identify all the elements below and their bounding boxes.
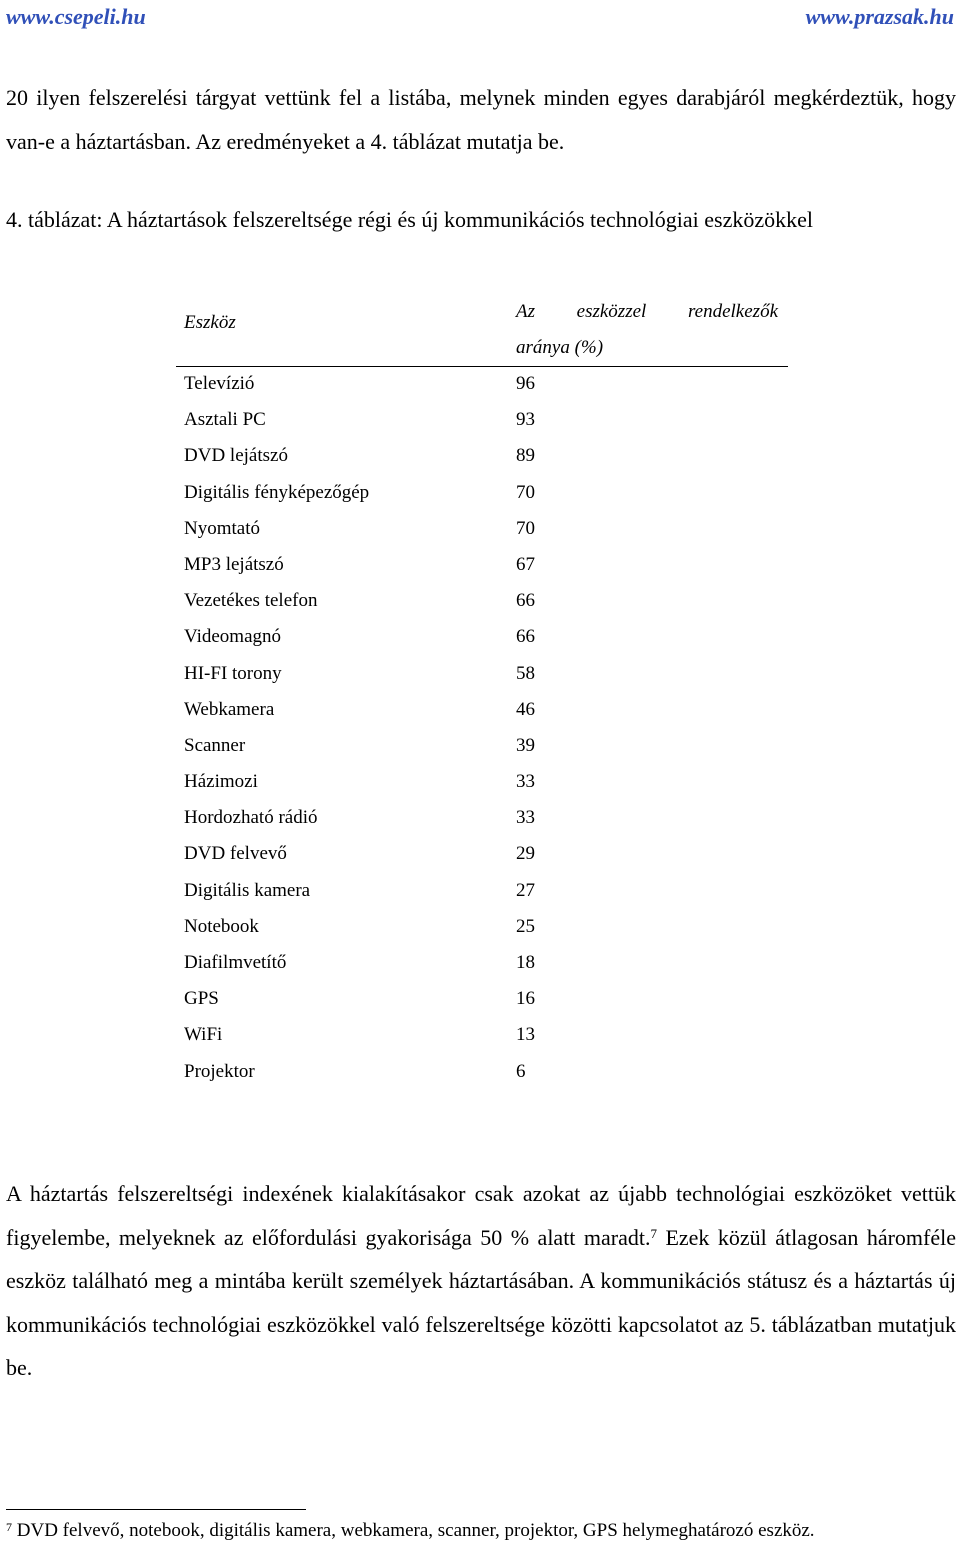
device-name: Projektor [184,1060,255,1082]
device-name: Televízió [184,373,255,394]
table-row [176,403,788,439]
device-share-value: 29 [516,843,535,865]
device-share-value: 46 [516,698,535,720]
device-share-value: 6 [516,1060,526,1082]
site-link-csepeli[interactable]: www.csepeli.hu [6,4,146,29]
device-name: Nyomtató [184,517,260,539]
device-share-value: 67 [516,553,535,575]
device-name: Digitális kamera [184,879,311,901]
table-row [176,367,788,403]
device-share-value: 33 [516,807,535,829]
device-name: Hordozható rádió [184,807,318,829]
table-row [176,693,788,729]
analysis-paragraph [6,1172,956,1390]
footnote-text: DVD felvevő, notebook, digitális kamera, webkamera, scanner, projektor, GPS helymeghatározó eszköz. [12,1520,815,1541]
device-name: Webkamera [184,698,275,720]
device-name: Asztali PC [184,409,266,431]
device-share-value: 16 [516,988,535,1010]
table-row [176,439,788,475]
table-row [176,512,788,548]
table-row [176,982,788,1018]
table-row [176,620,788,656]
table-row [176,729,788,765]
footnote [6,1520,815,1542]
equipment-table [176,288,788,1091]
column-header-word: eszközzel [576,301,647,322]
table-row [176,837,788,873]
device-share-value: 25 [516,915,535,937]
device-name: Diafilmvetítő [184,952,287,973]
table-row [176,584,788,620]
device-share-value: 96 [516,373,535,394]
device-share-value: 70 [516,481,535,503]
column-header-share-line1 [516,294,778,330]
column-header-word: rendelkezők [687,301,778,322]
table-header [176,288,788,367]
device-share-value: 89 [516,445,535,467]
table-caption: 4. táblázat: A háztartások felszereltsége régi és új kommunikációs technológiai eszközökkel [6,207,813,232]
table-row [176,765,788,801]
intro-text: 20 ilyen felszerelési tárgyat vettünk fel a listába, melynek minden egyes darabjáról megkérdeztük, hogy van-e a háztartásban. Az eredményeket a 4. táblázat mutatja be. [6,85,956,154]
device-name: WiFi [184,1024,223,1046]
device-share-value: 27 [516,879,535,901]
site-link-prazsak[interactable]: www.prazsak.hu [805,4,954,29]
device-share-value: 13 [516,1024,535,1046]
device-share-value: 33 [516,771,535,793]
device-name: MP3 lejátszó [184,553,284,575]
device-share-value: 39 [516,734,535,756]
device-name: Házimozi [184,771,258,793]
footnote-number: 7 [6,1520,12,1534]
column-header-share [516,294,778,366]
device-name: DVD felvevő [184,843,287,865]
device-name: Digitális fényképezőgép [184,481,370,503]
device-share-value: 70 [516,517,535,539]
table-row [176,801,788,837]
analysis-text-part1: A háztartás felszereltségi indexének kialakításakor csak azokat az újabb technológiai eszközöket vettük figyelembe, melyeknek az előfordulási gyakorisága 50 % alatt maradt. [6,1181,956,1250]
device-name: HI-FI torony [184,662,282,684]
table-row [176,874,788,910]
device-share-value: 18 [516,952,535,973]
device-share-value: 66 [516,626,535,648]
analysis-text-part2: Ezek közül átlagosan háromféle eszköz található meg a mintába került személyek háztartásában. A kommunikációs státusz és a háztartás új kommunikációs technológiai eszközökkel való felszereltsége közötti kapcsolatot az 5. táblázatban mutatjuk be. [6,1224,956,1380]
table-row [176,1018,788,1054]
column-header-share-line2: aránya (%) [516,337,604,358]
device-name: Scanner [184,734,246,756]
intro-paragraph [6,76,956,164]
table-body [176,367,788,1091]
table-row [176,476,788,512]
table-row [176,657,788,693]
device-share-value: 66 [516,590,535,612]
device-name: Videomagnó [184,626,282,648]
analysis-text [6,1172,956,1390]
device-name: GPS [184,988,219,1010]
table-row [176,548,788,584]
device-name: DVD lejátszó [184,445,288,467]
table-row [176,1055,788,1091]
device-name: Vezetékes telefon [184,590,318,612]
footnote-divider [6,1509,306,1510]
device-share-value: 58 [516,662,535,684]
device-name: Notebook [184,915,259,937]
column-header-word: Az [516,301,535,322]
column-header-device: Eszköz [184,312,236,333]
table-row [176,946,788,982]
footnote-reference: 7 [650,1225,657,1241]
device-share-value: 93 [516,409,535,431]
table-row [176,910,788,946]
